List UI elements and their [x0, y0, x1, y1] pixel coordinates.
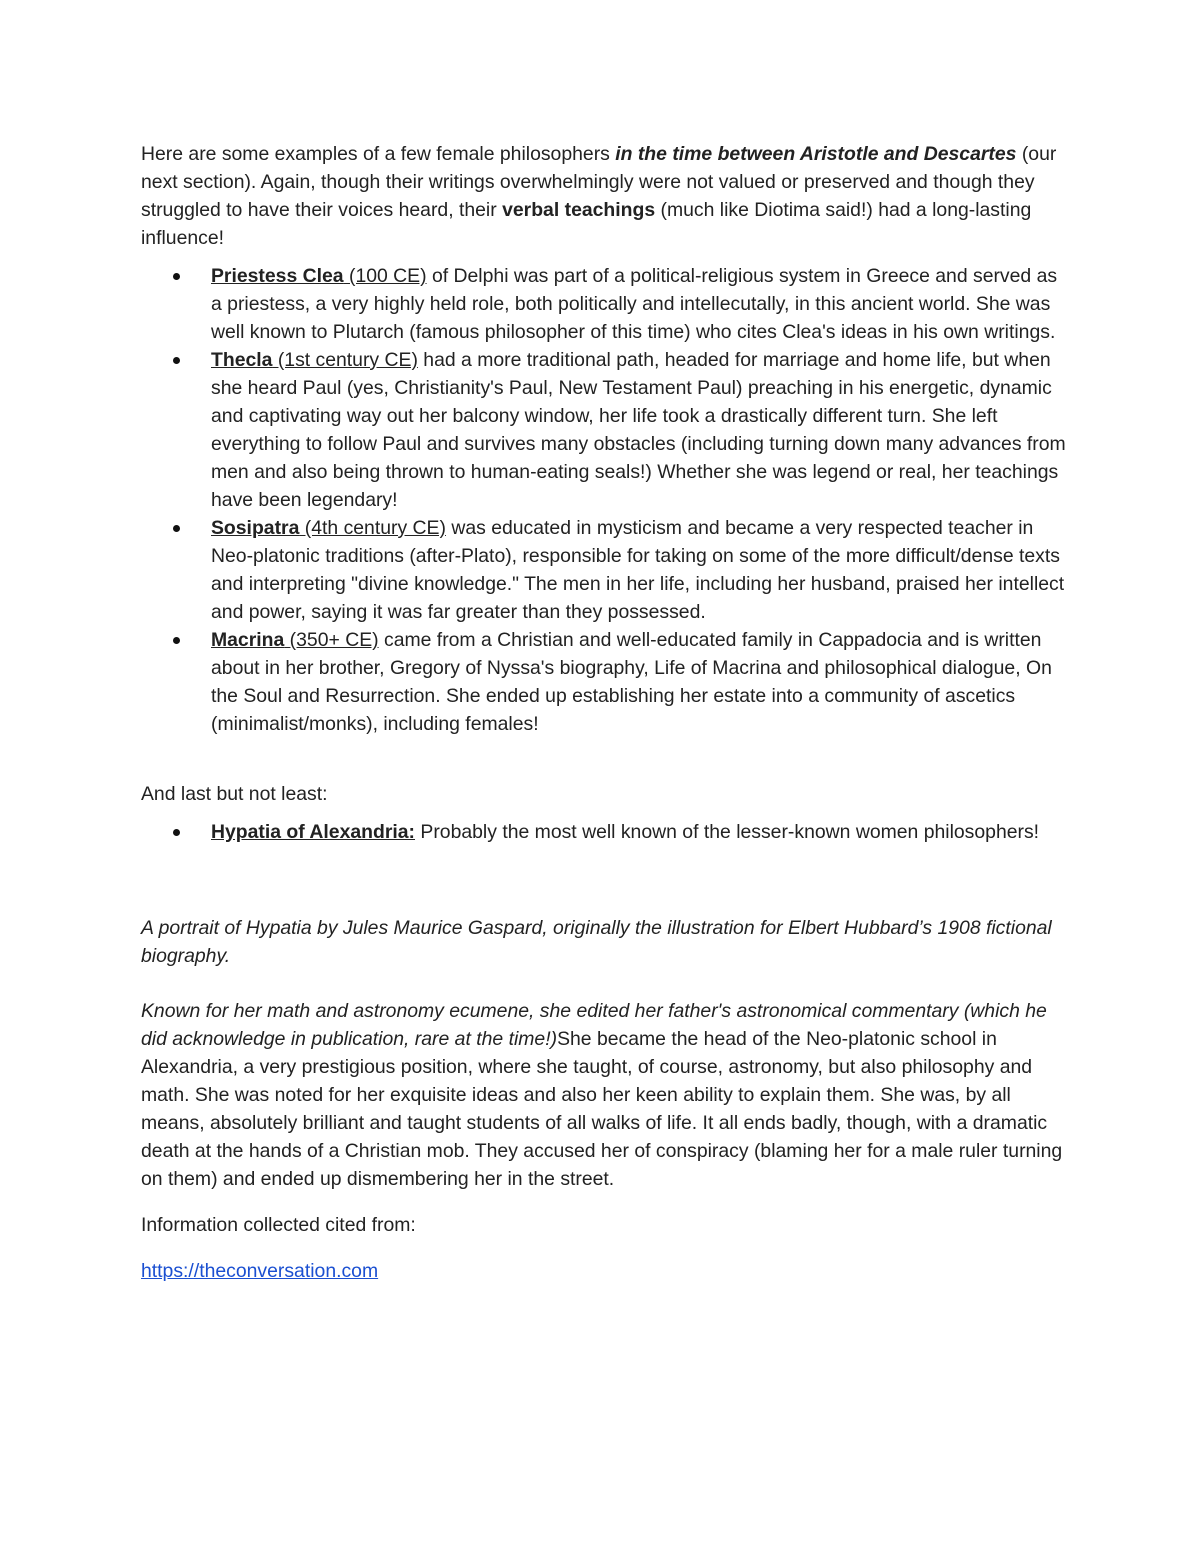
citation-label: Information collected cited from: — [141, 1214, 416, 1236]
bullet-icon — [173, 829, 180, 836]
hypatia-body-italic: Known for her math and astronomy ecumene, she edited her father's astronomical commentary (which he did acknowledge in publication, rare at the time!) — [141, 1000, 1047, 1050]
hypatia-name: Hypatia of Alexandria: — [211, 821, 416, 843]
portrait-caption: A portrait of Hypatia by Jules Maurice Gaspard, originally the illustration for Elbert Hubbard’s 1908 fictional biography. — [141, 917, 1052, 967]
list-item — [141, 626, 1066, 738]
bullet-icon — [173, 637, 180, 644]
intro-text-3: (much like Diotima said!) had a long-lasting influence! — [141, 199, 1032, 249]
list-item — [141, 818, 1066, 846]
philosopher-name: Macrina (350+ CE) — [211, 629, 379, 651]
philosopher-description: of Delphi was part of a political-religious system in Greece and served as a priestess, a very highly held role, both politically and intellecutally, in this ancient world. She was well known to Plutarch (famous philosopher of this time) who cites Clea's ideas in his own writings. — [211, 265, 1058, 343]
intro-emphasis: in the time between Aristotle and Descartes — [615, 143, 1017, 165]
section-heading: And last but not least: — [141, 783, 328, 805]
hypatia-list — [141, 818, 1066, 846]
citation-line — [141, 1257, 1066, 1285]
philosopher-name: Priestess Clea (100 CE) — [211, 265, 427, 287]
document-page — [141, 140, 1066, 1285]
hypatia-body-text: She became the head of the Neo-platonic school in Alexandria, a very prestigious position, where she taught, of course, astronomy, but also philosophy and math. She was noted for her exquisite ideas and also her keen ability to explain them. She was, by all means, absolutely brilliant and taught students of all walks of life. It all ends badly, though, with a dramatic death at the hands of a Christian mob. They accused her of conspiracy (blaming her for a male ruler turning on them) and ended up dismembering her in the street. — [141, 1028, 1063, 1190]
philosopher-description: came from a Christian and well-educated family in Cappadocia and is written about in her brother, Gregory of Nyssa's biography, Life of Macrina and philosophical dialogue, On the Soul and Resurrection. She ended up establishing her estate into a community of ascetics (minimalist/monks), including females! — [211, 629, 1052, 735]
philosopher-name: Sosipatra (4th century CE) — [211, 517, 446, 539]
philosopher-description: was educated in mysticism and became a very respected teacher in Neo-platonic traditions (after-Plato), responsible for taking on some of the more difficult/dense texts and interpreting "divine knowledge." The men in her life, including her husband, praised her intellect and power, saying it was far greater than they possessed. — [211, 517, 1065, 623]
philosopher-description: had a more traditional path, headed for marriage and home life, but when she heard Paul (yes, Christianity's Paul, New Testament Paul) preaching in his energetic, dynamic and captivating way out her balcony window, her life took a drastically different turn. She left everything to follow Paul and survives many obstacles (including turning down many advances from men and also being thrown to human-eating seals!) Whether she was legend or real, her teachings have been legendary! — [211, 349, 1066, 511]
list-item — [141, 262, 1066, 346]
hypatia-description: Probably the most well known of the lesser-known women philosophers! — [415, 821, 1040, 843]
list-item — [141, 346, 1066, 514]
intro-text: Here are some examples of a few female philosophers — [141, 143, 616, 165]
intro-bold: verbal teachings — [502, 199, 656, 221]
list-item — [141, 514, 1066, 626]
intro-text-2: (our next section). Again, though their writings overwhelmingly were not valued or preserved and though they struggled to have their voices heard, their — [141, 143, 1057, 221]
hypatia-body — [141, 997, 1066, 1193]
philosopher-name: Thecla (1st century CE) — [211, 349, 418, 371]
citation-link[interactable]: https://theconversation.com — [141, 1260, 379, 1282]
intro-paragraph — [141, 140, 1066, 252]
bullet-icon — [173, 525, 180, 532]
philosopher-list — [141, 262, 1066, 738]
bullet-icon — [173, 357, 180, 364]
bullet-icon — [173, 273, 180, 280]
